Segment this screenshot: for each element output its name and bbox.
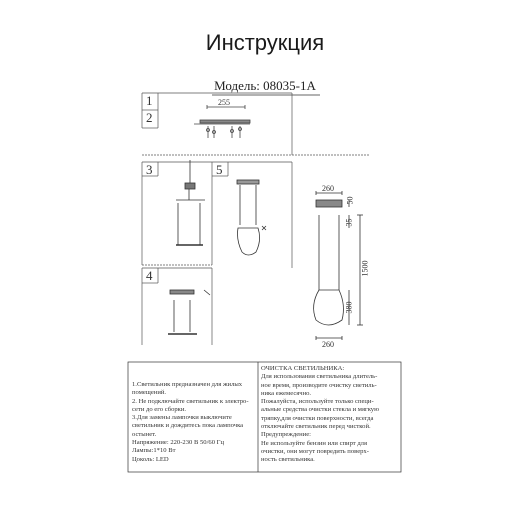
- dimension-offset: 35: [344, 218, 354, 227]
- dimension-ceiling-width: 255: [218, 98, 230, 107]
- ceiling-bracket-drawing: [194, 105, 250, 138]
- dimension-top-height: 50: [345, 196, 355, 205]
- step-5-frame: [212, 162, 292, 268]
- assembly-drawing-step-5: [237, 180, 266, 255]
- assembly-drawing-step-3: [176, 160, 205, 245]
- step-number: 3: [146, 162, 153, 177]
- step-number: 1: [146, 93, 153, 108]
- step-1-2-frame: [142, 93, 370, 155]
- step-number: 2: [146, 110, 153, 125]
- dimension-top-width: 260: [322, 184, 334, 193]
- step-number: 5: [216, 162, 223, 177]
- safety-notes: 1.Светильник предназначен для жилых помещений. 2. Не подключайте светильник к электро- сети до его сборки. 3.Для замены лампочки выключите светильник и дождитесь пока лампочка остынет. Напряжение: 220-230 В 50/60 Гц Лампы:1*10 Вт Цоколь: LED: [132, 381, 249, 463]
- dimension-bottom-width: 260: [322, 340, 334, 349]
- step-3-frame: [142, 162, 212, 265]
- step-number: 4: [146, 268, 153, 283]
- dimension-total-height: 1500: [360, 260, 370, 277]
- assembly-drawing-step-4: [168, 290, 210, 334]
- cleaning-notes: ОЧИСТКА СВЕТИЛЬНИКА: Для использования светильника длитель- ное время, производите очистку светиль- ника ежемесячно. Пожалуйста, используйте только специ- альные средства очистки стекла и мягкую тряпку,для очистки поверхности, всегда отключайте светильник перед чисткой. Предупреждение: Не используйте бензин или спирт для очистки, они могут повредить поверх- ность светильника.: [261, 365, 380, 464]
- dimension-shade-height: 380: [344, 301, 354, 314]
- document-title: Инструкция: [205, 30, 325, 55]
- model-number: Модель: 08035-1А: [214, 78, 316, 93]
- dimension-drawing: [314, 191, 363, 340]
